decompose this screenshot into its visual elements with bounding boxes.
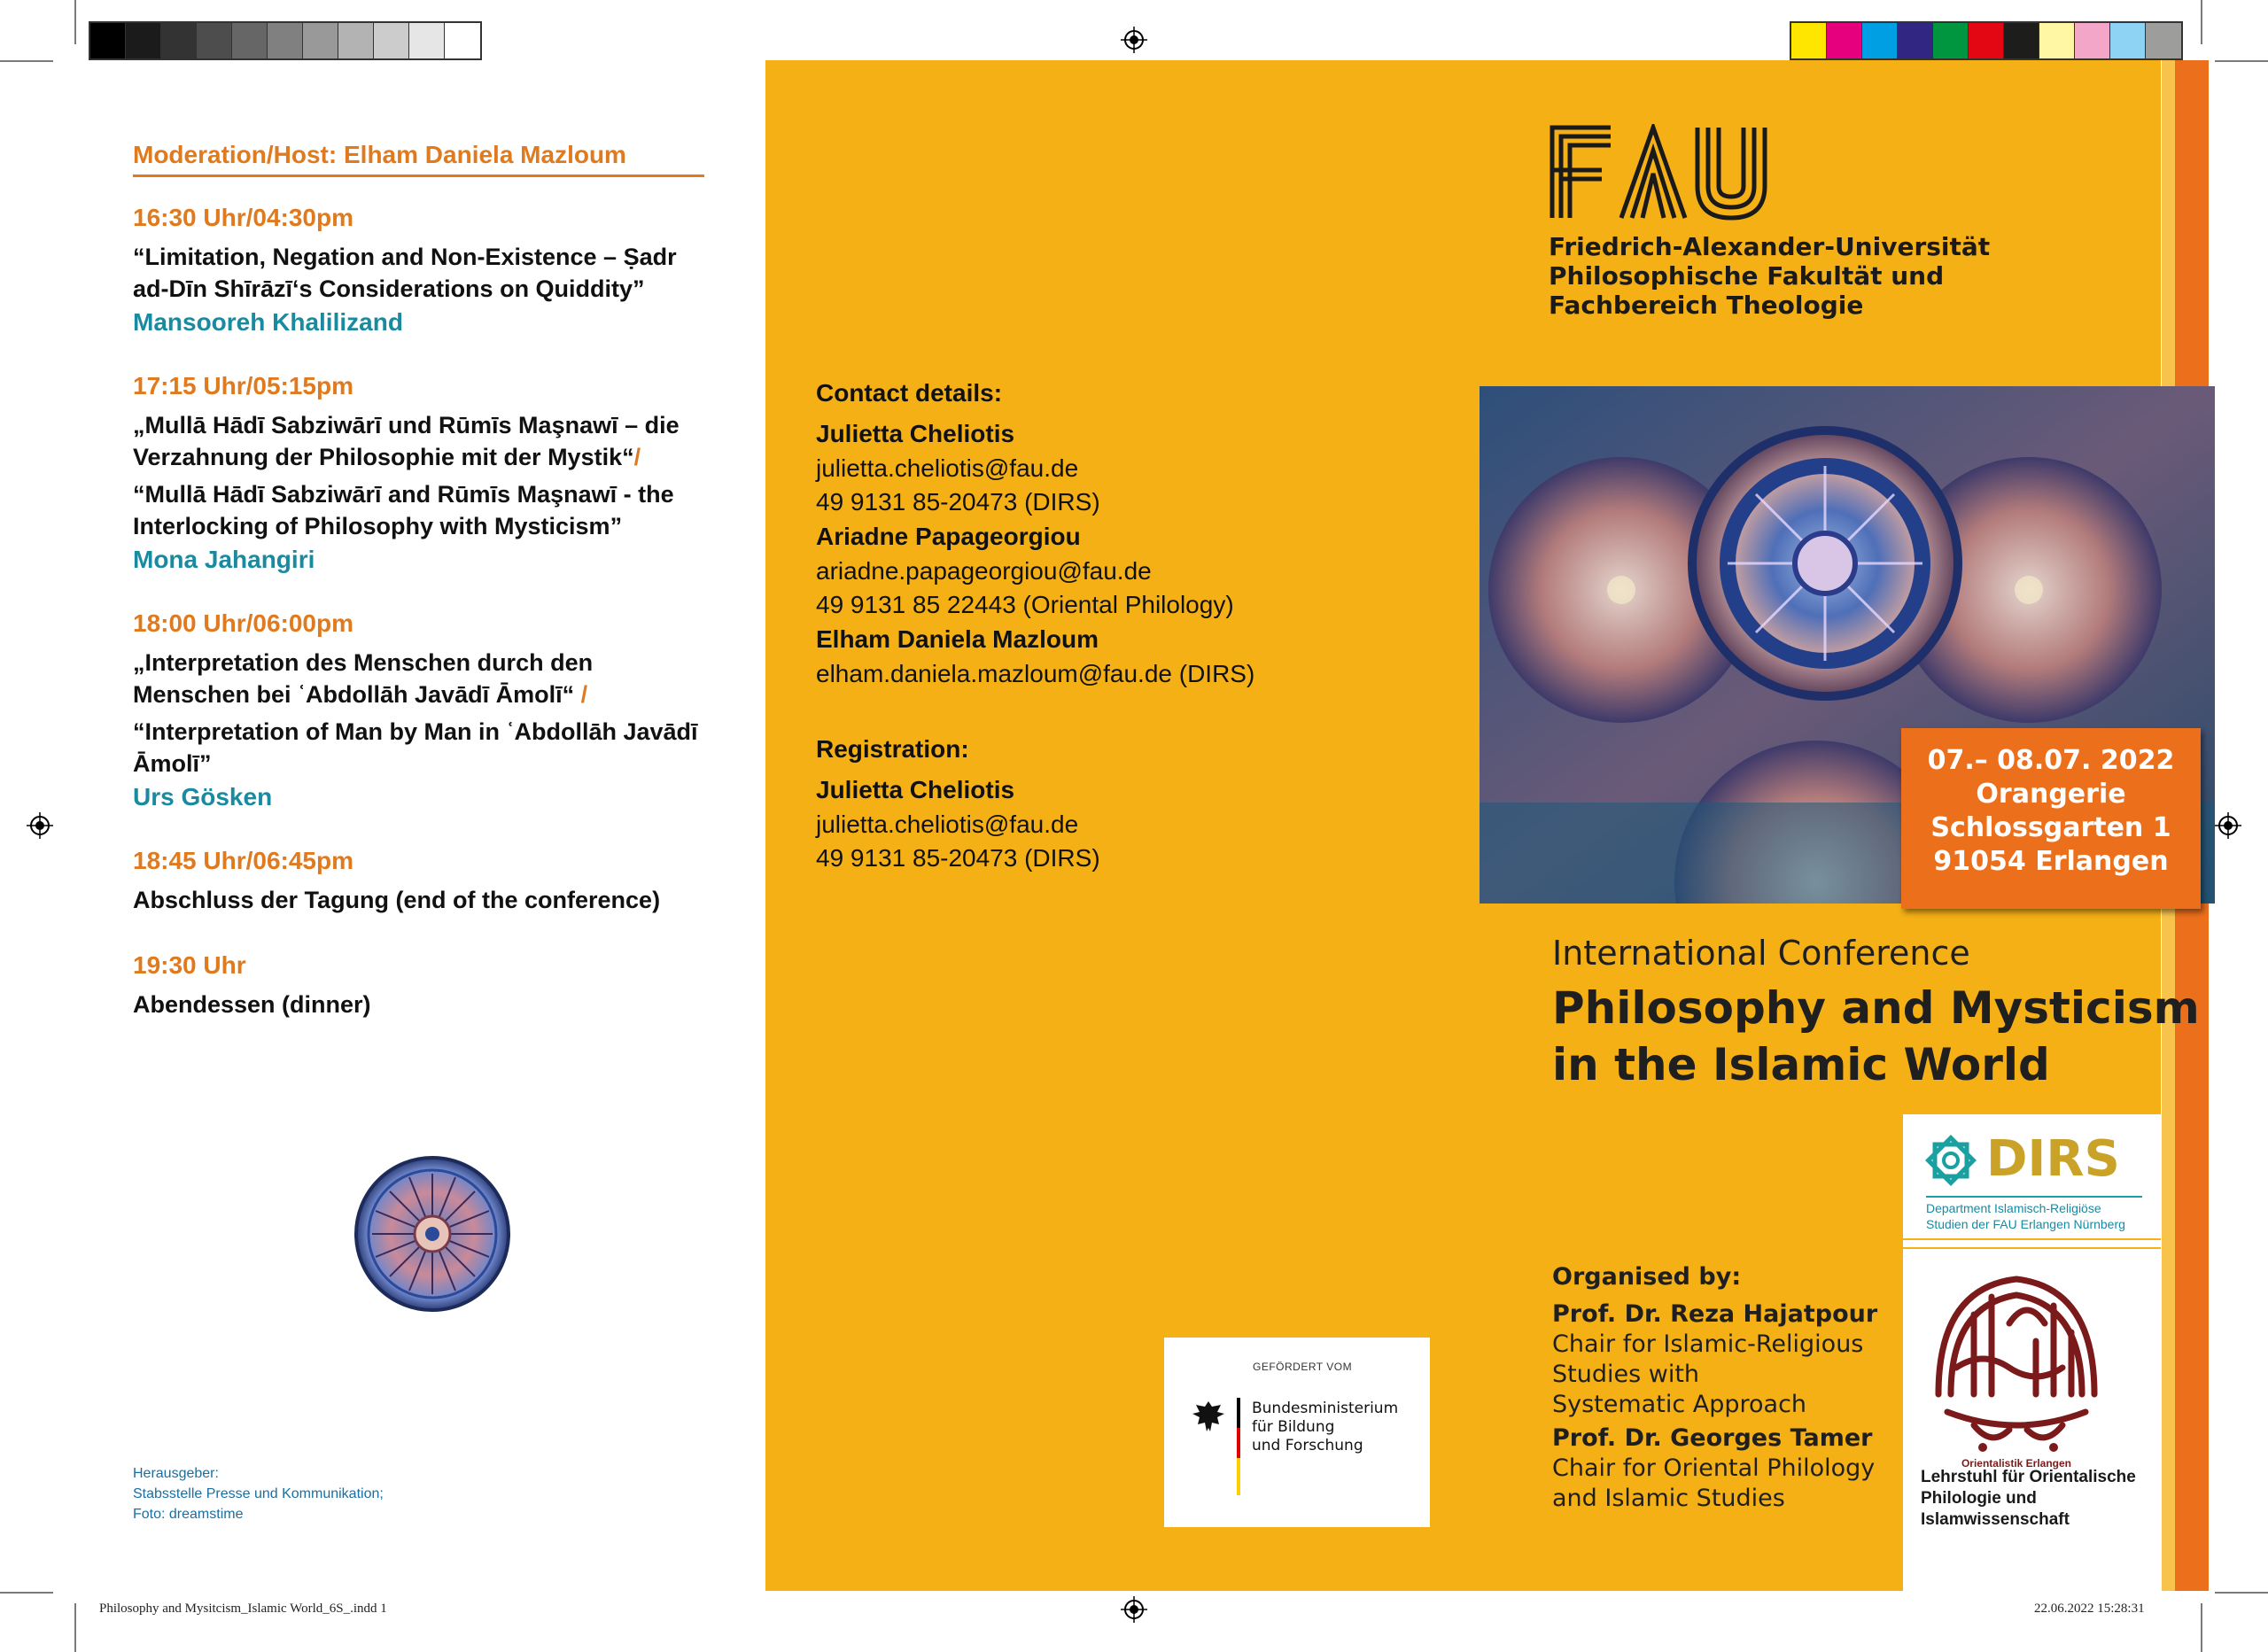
fau-line: Friedrich-Alexander-Universität	[1549, 232, 1991, 261]
contact-details	[816, 379, 1277, 875]
registration-mark-icon	[27, 812, 53, 839]
registration-mark-icon	[1121, 27, 1147, 53]
orientalistik-seal-icon	[1921, 1261, 2112, 1470]
fau-line: Philosophische Fakultät und	[1549, 261, 1945, 291]
fau-line: Fachbereich Theologie	[1549, 291, 1864, 320]
contact-phone: 49 9131 85-20473 (DIRS)	[816, 488, 1100, 516]
slot-title: „Mullā Hādī Sabziwārī und Rūmīs Maşnawī – die Verzahnung der Philosophie mit der Mystik“/	[133, 412, 680, 470]
slot-title-translation: “Interpretation of Man by Man in ʿAbdollāh Javādī Āmolī”	[133, 718, 698, 777]
slot-title-translation: “Mullā Hādī Sabziwārī and Rūmīs Maşnawī - the Interlocking of Philosophy with Mysticism”	[133, 481, 674, 539]
program-slot	[133, 204, 709, 337]
dirs-logo-box	[1903, 1114, 2162, 1238]
dirs-star-icon	[1922, 1132, 1979, 1189]
ori-caption-line: Lehrstuhl für Orientalische	[1921, 1468, 2136, 1486]
slot-speaker: Mona Jahangiri	[133, 546, 315, 573]
organised-heading: Organised by:	[1552, 1263, 1742, 1291]
event-info-box	[1901, 728, 2201, 909]
contact-email: julietta.cheliotis@fau.de	[816, 454, 1079, 482]
orientalistik-logo-box	[1903, 1249, 2162, 1591]
grayscale-color-bar	[89, 21, 482, 60]
organiser-role: Chair for Oriental Philology	[1552, 1454, 1876, 1482]
registration-heading: Registration:	[816, 735, 969, 763]
slot-time: 17:15 Uhr/05:15pm	[133, 372, 354, 399]
crop-mark	[74, 0, 76, 44]
bmbf-ministry-name	[1252, 1400, 1398, 1455]
crop-mark	[0, 60, 53, 62]
flag-stripe-gold	[1237, 1458, 1240, 1495]
ori-caption-line: Islamwissenschaft	[1921, 1510, 2070, 1529]
conference-title-line: Philosophy and Mysticism	[1552, 982, 2200, 1034]
ori-caption-line: Philologie und	[1921, 1489, 2037, 1508]
seal-caption: Orientalistik Erlangen	[1961, 1457, 2072, 1470]
slot-title: „Interpretation des Menschen durch den Menschen bei ʿAbdollāh Javādī Āmolī“ /	[133, 649, 594, 708]
slot-time: 18:45 Uhr/06:45pm	[133, 847, 354, 874]
registration-mark-icon	[2215, 812, 2241, 839]
crop-mark	[74, 1603, 76, 1652]
dirs-name: DIRS	[1986, 1130, 2120, 1188]
fau-logo	[1549, 124, 1792, 221]
moderation-heading: Moderation/Host: Elham Daniela Mazloum	[133, 141, 704, 177]
process-color-bar	[1790, 21, 2183, 60]
program-slot	[133, 372, 709, 574]
program-slot	[133, 847, 709, 916]
organiser-role: Studies with	[1552, 1361, 1700, 1388]
conference-label: International Conference	[1552, 934, 1970, 973]
slug-filename: Philosophy and Mysitcism_Islamic World_6S_.indd 1	[99, 1602, 387, 1616]
credit-line: Foto: dreamstime	[133, 1507, 244, 1522]
organiser-role: Systematic Approach	[1552, 1391, 1807, 1418]
publisher-credits	[133, 1463, 384, 1524]
contact-email: elham.daniela.mazloum@fau.de (DIRS)	[816, 660, 1255, 687]
organisers-block	[1552, 1263, 1889, 1514]
registration-name: Julietta Cheliotis	[816, 776, 1015, 803]
crop-mark	[0, 1592, 53, 1594]
crop-mark	[2215, 60, 2268, 62]
program-list	[133, 204, 709, 1056]
flag-stripe-black	[1237, 1398, 1240, 1428]
slot-title: “Limitation, Negation and Non-Existence – Ṣadr ad-Dīn Shīrāzī‘s Considerations on Quiddity”	[133, 244, 677, 302]
bmbf-line: Bundesministerium	[1252, 1400, 1399, 1417]
registration-email: julietta.cheliotis@fau.de	[816, 810, 1079, 838]
fau-faculty-text	[1549, 232, 1990, 320]
dirs-divider	[1903, 1240, 2162, 1247]
event-street: Schlossgarten 1	[1930, 812, 2171, 843]
slot-time: 18:00 Uhr/06:00pm	[133, 609, 354, 637]
program-slot	[133, 609, 709, 811]
crop-mark	[2201, 1603, 2202, 1652]
organiser-name: Prof. Dr. Reza Hajatpour	[1552, 1300, 1878, 1328]
bmbf-supertitle: GEFÖRDERT VOM	[1253, 1361, 1353, 1373]
program-slot	[133, 951, 709, 1020]
contact-email: ariadne.papageorgiou@fau.de	[816, 557, 1152, 585]
federal-eagle-icon	[1191, 1398, 1226, 1435]
slot-speaker: Mansooreh Khalilizand	[133, 308, 403, 336]
conference-title	[1552, 980, 2200, 1093]
slot-title: Abendessen (dinner)	[133, 991, 371, 1018]
credit-line: Stabsstelle Presse und Kommunikation;	[133, 1486, 384, 1501]
contact-phone: 49 9131 85 22443 (Oriental Philology)	[816, 591, 1234, 618]
dirs-sub: Department Islamisch-Religiöse	[1926, 1201, 2101, 1215]
orientalistik-caption	[1921, 1467, 2151, 1531]
slot-title: Abschluss der Tagung (end of the conference)	[133, 887, 661, 913]
slug-timestamp: 22.06.2022 15:28:31	[2034, 1602, 2145, 1616]
contact-name: Julietta Cheliotis	[816, 420, 1015, 447]
contact-name: Ariadne Papageorgiou	[816, 523, 1081, 550]
organiser-role: Chair for Islamic-Religious	[1552, 1330, 1864, 1358]
registration-mark-icon	[1121, 1596, 1147, 1623]
crop-mark	[2201, 0, 2202, 44]
conference-title-line: in the Islamic World	[1552, 1039, 2050, 1090]
bmbf-line: und Forschung	[1252, 1437, 1363, 1454]
event-city: 91054 Erlangen	[1933, 846, 2169, 877]
registration-phone: 49 9131 85-20473 (DIRS)	[816, 844, 1100, 872]
slot-time: 19:30 Uhr	[133, 951, 246, 979]
slot-time: 16:30 Uhr/04:30pm	[133, 204, 354, 231]
event-dates: 07.– 08.07. 2022	[1927, 745, 2175, 776]
dirs-sub: Studien der FAU Erlangen Nürnberg	[1926, 1217, 2125, 1231]
organiser-role: and Islamic Studies	[1552, 1485, 1785, 1512]
dome-medallion-image	[354, 1156, 510, 1312]
contact-heading: Contact details:	[816, 379, 1003, 407]
credit-line: Herausgeber:	[133, 1466, 219, 1481]
organiser-name: Prof. Dr. Georges Tamer	[1552, 1424, 1873, 1452]
slot-speaker: Urs Gösken	[133, 783, 273, 810]
flag-stripe-red	[1237, 1428, 1240, 1458]
event-venue: Orangerie	[1976, 779, 2126, 810]
bmbf-line: für Bildung	[1252, 1418, 1335, 1436]
crop-mark	[2215, 1592, 2268, 1594]
contact-name: Elham Daniela Mazloum	[816, 625, 1099, 653]
